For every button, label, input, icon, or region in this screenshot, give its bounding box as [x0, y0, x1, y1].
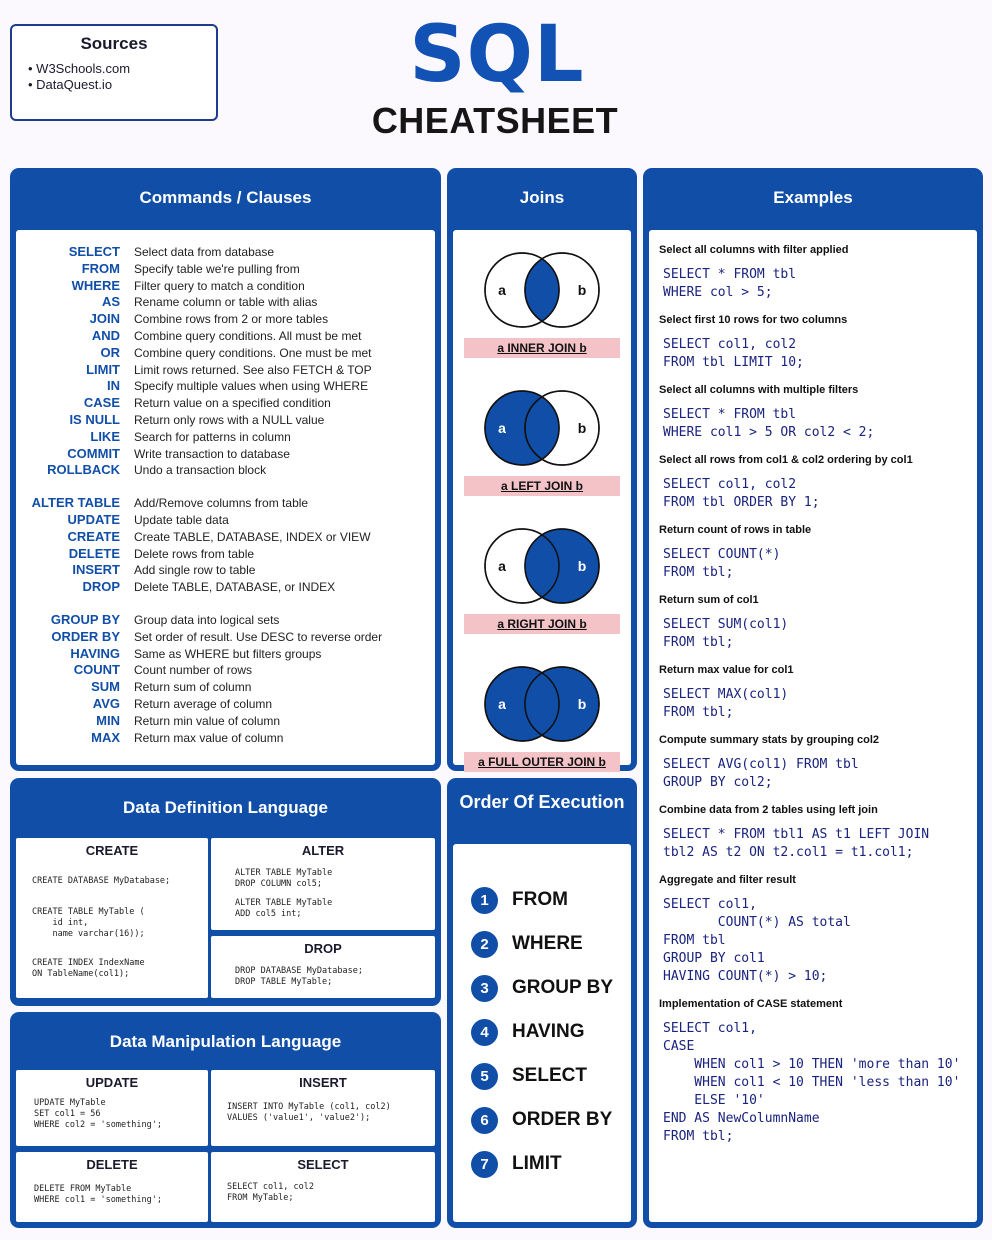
venn-diagram-icon	[482, 526, 602, 606]
example-title: Combine data from 2 tables using left join	[659, 804, 878, 816]
command-description: Combine query conditions. One must be met	[134, 345, 372, 360]
join-label: a RIGHT JOIN b	[464, 614, 620, 634]
execution-step	[453, 1010, 631, 1054]
venn-label-b: b	[577, 420, 587, 436]
command-keyword: WHERE	[71, 277, 120, 293]
command-row	[16, 311, 435, 328]
step-number-badge: 5	[471, 1063, 498, 1090]
step-number-badge: 1	[471, 887, 498, 914]
dml-insert-cell	[211, 1070, 435, 1146]
ddl-create-cell	[16, 838, 208, 998]
example-title: Return sum of col1	[659, 594, 759, 606]
step-number-badge: 7	[471, 1151, 498, 1178]
order-list	[453, 844, 631, 1222]
step-number-badge: 2	[471, 931, 498, 958]
step-label: LIMIT	[512, 1153, 562, 1174]
command-keyword: LIMIT	[86, 361, 120, 377]
venn-diagram-icon	[482, 250, 602, 330]
step-label: ORDER BY	[512, 1109, 613, 1130]
sources-box	[10, 24, 218, 121]
step-number-badge: 3	[471, 975, 498, 1002]
command-description: Combine query conditions. All must be met	[134, 328, 362, 343]
command-row	[16, 278, 435, 295]
command-keyword: ALTER TABLE	[31, 495, 120, 511]
command-keyword: ORDER BY	[51, 628, 120, 644]
execution-step	[453, 966, 631, 1010]
command-description: Delete rows from table	[134, 546, 255, 561]
example-code: SELECT MAX(col1) FROM tbl;	[663, 687, 789, 720]
example-code: SELECT col1, COUNT(*) AS total FROM tbl GROUP BY col1 HAVING COUNT(*) > 10;	[663, 897, 851, 984]
order-title: Order Of Execution	[459, 792, 625, 812]
command-row	[16, 730, 435, 747]
command-keyword: IN	[107, 378, 120, 394]
sources-list	[26, 61, 202, 93]
command-description: Specify table we're pulling from	[134, 261, 300, 276]
ddl-drop-code: DROP DATABASE MyDatabase; DROP TABLE MyTable;	[235, 966, 363, 987]
dml-delete-head: DELETE	[86, 1157, 138, 1172]
execution-step	[453, 878, 631, 922]
command-keyword: AVG	[92, 695, 120, 711]
commands-title: Commands / Clauses	[139, 188, 312, 207]
command-description: Combine rows from 2 or more tables	[134, 312, 329, 327]
join-item	[453, 250, 631, 358]
command-description: Add single row to table	[134, 563, 256, 578]
example-code: SELECT * FROM tbl WHERE col1 > 5 OR col2 < 2;	[663, 407, 875, 440]
command-description: Return min value of column	[134, 713, 281, 728]
venn-label-b: b	[577, 282, 587, 298]
ddl-alter-code: ALTER TABLE MyTable ADD col5 int;	[235, 898, 333, 919]
execution-step	[453, 1142, 631, 1186]
ddl-panel	[10, 778, 441, 1006]
page-subtitle: CHEATSHEET	[371, 100, 619, 141]
command-row	[16, 328, 435, 345]
example-title: Select all rows from col1 & col2 ordering by col1	[659, 454, 913, 466]
venn-label-a: a	[498, 420, 506, 436]
command-description: Write transaction to database	[134, 446, 290, 461]
command-row	[16, 412, 435, 429]
step-label: FROM	[512, 889, 568, 910]
execution-step	[453, 1098, 631, 1142]
ddl-title: Data Definition Language	[123, 798, 328, 817]
command-keyword: LIKE	[90, 428, 120, 444]
command-description: Same as WHERE but filters groups	[134, 646, 322, 661]
command-keyword: IS NULL	[69, 411, 120, 427]
join-item	[453, 664, 631, 772]
command-row	[16, 462, 435, 479]
venn-label-b: b	[577, 696, 587, 712]
dml-update-head: UPDATE	[85, 1075, 139, 1090]
command-description: Count number of rows	[134, 663, 253, 678]
command-row	[16, 345, 435, 362]
join-label: a FULL OUTER JOIN b	[464, 752, 620, 772]
command-row	[16, 244, 435, 261]
dml-title: Data Manipulation Language	[109, 1032, 342, 1051]
example-title: Compute summary stats by grouping col2	[659, 734, 880, 746]
execution-step	[453, 1054, 631, 1098]
ddl-drop-cell	[211, 936, 435, 998]
dml-insert-code: INSERT INTO MyTable (col1, col2) VALUES ('value1', 'value2');	[227, 1102, 391, 1123]
command-keyword: COMMIT	[67, 445, 120, 461]
command-keyword: INSERT	[72, 562, 120, 578]
joins-panel	[447, 168, 637, 771]
command-keyword: CREATE	[67, 528, 120, 544]
command-keyword: AS	[101, 294, 120, 310]
command-keyword: OR	[100, 344, 120, 360]
command-description: Select data from database	[134, 245, 275, 259]
ddl-alter-head: ALTER	[301, 843, 345, 858]
step-label: HAVING	[512, 1021, 585, 1042]
command-keyword: DELETE	[68, 545, 120, 561]
command-row	[16, 261, 435, 278]
command-description: Rename column or table with alias	[134, 295, 318, 310]
step-label: WHERE	[512, 933, 583, 954]
command-keyword: MIN	[96, 712, 120, 728]
command-keyword: CASE	[83, 395, 120, 411]
command-keyword: ROLLBACK	[47, 462, 120, 478]
command-keyword: SELECT	[68, 244, 120, 259]
command-row	[16, 495, 435, 512]
step-label: SELECT	[512, 1065, 587, 1086]
ddl-create-head: CREATE	[85, 843, 139, 858]
command-row	[16, 679, 435, 696]
joins-list	[453, 230, 631, 769]
command-row	[16, 562, 435, 579]
command-keyword: FROM	[81, 260, 120, 276]
command-keyword: MAX	[91, 729, 120, 745]
examples-list	[649, 230, 977, 1222]
command-description: Undo a transaction block	[134, 463, 267, 478]
command-row	[16, 362, 435, 379]
venn-label-a: a	[498, 558, 506, 574]
command-keyword: DROP	[82, 579, 120, 595]
ddl-alter-cell	[211, 838, 435, 930]
dml-update-cell	[16, 1070, 208, 1146]
dml-insert-head: INSERT	[299, 1075, 347, 1090]
venn-label-a: a	[498, 282, 506, 298]
venn-label-b: b	[577, 558, 587, 574]
example-code: SELECT col1, CASE WHEN col1 > 10 THEN 'more than 10' WHEN col1 < 10 THEN 'less than 10' ELSE '10' END AS NewColumnName FROM tbl;	[663, 1021, 961, 1144]
example-title: Select all columns with multiple filters	[659, 384, 859, 396]
sources-title: Sources	[80, 34, 148, 53]
source-item: • W3Schools.com	[38, 61, 202, 77]
command-description: Create TABLE, DATABASE, INDEX or VIEW	[134, 529, 371, 544]
example-title: Implementation of CASE statement	[659, 998, 843, 1010]
command-description: Add/Remove columns from table	[134, 496, 309, 511]
example-code: SELECT COUNT(*) FROM tbl;	[663, 547, 781, 580]
ddl-create-code: CREATE DATABASE MyDatabase;	[32, 876, 171, 886]
example-code: SELECT col1, col2 FROM tbl ORDER BY 1;	[663, 477, 820, 510]
examples-title: Examples	[773, 188, 853, 207]
venn-diagram-icon	[482, 388, 602, 468]
command-row	[16, 294, 435, 311]
ddl-create-code: CREATE TABLE MyTable ( id int, name varchar(16));	[32, 907, 145, 939]
step-number-badge: 6	[471, 1107, 498, 1134]
ddl-alter-code: ALTER TABLE MyTable DROP COLUMN col5;	[235, 868, 333, 889]
command-description: Limit rows returned. See also FETCH & TOP	[134, 362, 372, 377]
venn-diagram-icon	[482, 664, 602, 744]
example-code: SELECT * FROM tbl WHERE col > 5;	[663, 267, 797, 300]
dml-update-code: UPDATE MyTable SET col1 = 56 WHERE col2 = 'something';	[34, 1098, 162, 1130]
command-description: Specify multiple values when using WHERE	[134, 379, 369, 394]
command-row	[16, 713, 435, 730]
command-description: Group data into logical sets	[134, 612, 280, 627]
join-item	[453, 526, 631, 634]
command-description: Filter query to match a condition	[134, 278, 305, 293]
commands-list	[16, 230, 435, 765]
example-code: SELECT col1, col2 FROM tbl LIMIT 10;	[663, 337, 804, 370]
dml-delete-code: DELETE FROM MyTable WHERE col1 = 'something';	[34, 1184, 162, 1205]
dml-select-cell	[211, 1152, 435, 1222]
command-row	[16, 646, 435, 663]
example-title: Select all columns with filter applied	[659, 244, 849, 256]
dml-panel	[10, 1012, 441, 1228]
command-description: Delete TABLE, DATABASE, or INDEX	[134, 580, 336, 595]
page-title: SQL	[409, 10, 585, 100]
command-keyword: SUM	[91, 679, 120, 695]
execution-step	[453, 922, 631, 966]
command-row	[16, 395, 435, 412]
join-label: a LEFT JOIN b	[464, 476, 620, 496]
command-keyword: UPDATE	[67, 511, 120, 527]
dml-select-head: SELECT	[297, 1157, 349, 1172]
example-code: SELECT AVG(col1) FROM tbl GROUP BY col2;	[663, 757, 859, 790]
dml-delete-cell	[16, 1152, 208, 1222]
command-description: Set order of result. Use DESC to reverse order	[134, 629, 383, 644]
command-row	[16, 579, 435, 596]
command-row	[16, 546, 435, 563]
command-row	[16, 446, 435, 463]
command-row	[16, 378, 435, 395]
command-keyword: JOIN	[89, 311, 120, 327]
ddl-create-code: CREATE INDEX IndexName ON TableName(col1);	[32, 958, 145, 979]
command-description: Return max value of column	[134, 730, 284, 745]
joins-title: Joins	[519, 188, 565, 207]
command-row	[16, 662, 435, 679]
example-title: Return count of rows in table	[659, 524, 812, 536]
join-item	[453, 388, 631, 496]
step-number-badge: 4	[471, 1019, 498, 1046]
command-description: Search for patterns in column	[134, 429, 291, 444]
order-panel	[447, 778, 637, 1228]
ddl-drop-head: DROP	[304, 941, 342, 956]
command-row	[16, 429, 435, 446]
command-keyword: GROUP BY	[50, 611, 120, 627]
join-label: a INNER JOIN b	[464, 338, 620, 358]
command-keyword: HAVING	[70, 645, 120, 661]
commands-panel	[10, 168, 441, 771]
command-row	[16, 529, 435, 546]
dml-select-code: SELECT col1, col2 FROM MyTable;	[227, 1182, 314, 1203]
command-keyword: AND	[91, 327, 120, 343]
command-row	[16, 512, 435, 529]
command-description: Return only rows with a NULL value	[134, 412, 325, 427]
command-row	[16, 696, 435, 713]
example-code: SELECT SUM(col1) FROM tbl;	[663, 617, 789, 650]
command-description: Update table data	[134, 512, 229, 527]
example-code: SELECT * FROM tbl1 AS t1 LEFT JOIN tbl2 AS t2 ON t2.col1 = t1.col1;	[663, 827, 930, 860]
source-item: • DataQuest.io	[38, 77, 202, 93]
venn-label-a: a	[498, 696, 506, 712]
command-description: Return average of column	[134, 696, 273, 711]
example-title: Aggregate and filter result	[659, 874, 796, 886]
command-keyword: COUNT	[73, 662, 120, 678]
command-row	[16, 612, 435, 629]
example-title: Select first 10 rows for two columns	[659, 314, 848, 326]
step-label: GROUP BY	[512, 977, 614, 998]
command-row	[16, 629, 435, 646]
examples-panel	[643, 168, 983, 1228]
command-description: Return sum of column	[134, 680, 252, 695]
command-description: Return value on a specified condition	[134, 396, 331, 411]
example-title: Return max value for col1	[659, 664, 794, 676]
